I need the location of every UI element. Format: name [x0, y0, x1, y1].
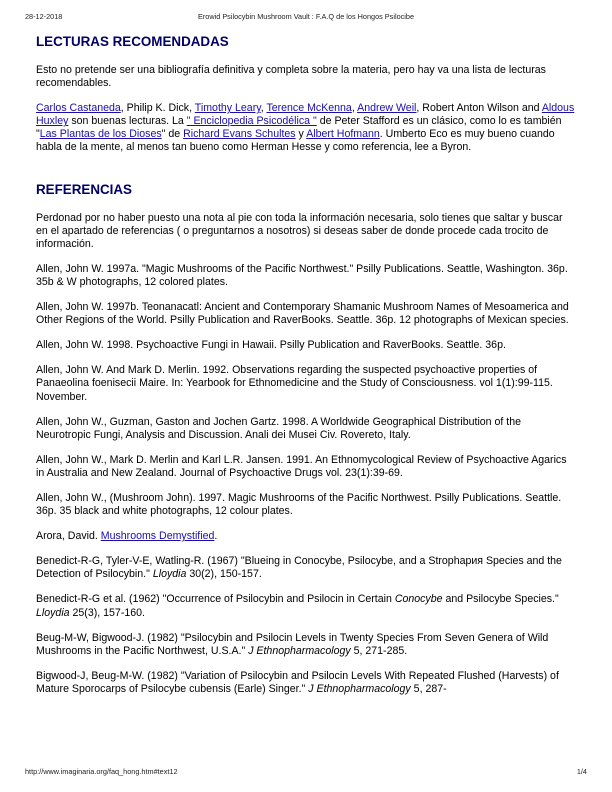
- print-date: 28-12-2018: [25, 12, 63, 21]
- reference-beug: Beug-M-W, Bigwood-J. (1982) "Psilocybin and Psilocin Levels in Twenty Species From Seven Genera of Wild Mushrooms in the Pacific Northwest, U.S.A." J Ethnopharmacology 5, 271-285.: [36, 631, 549, 657]
- link-hofmann[interactable]: Albert Hofmann: [306, 128, 380, 141]
- print-footer: [25, 767, 587, 776]
- reference-bigwood: Bigwood-J, Beug-M-W. (1982) "Variation of Psilocybin and Psilocin Levels With Repeated Flushed (Harvests) of Mature Sporocarps of Psilocybe cubensis (Earle) Singer." J Ethnopharmacology 5, 287-: [36, 669, 559, 695]
- reference-item: Allen, John W., Mark D. Merlin and Karl L.R. Jansen. 1991. An Ethnomycological Review of Psychoactive Agarics in Australia and New Zealand. Journal of Psychoactive Drugs vol. 23(1):39-69.: [36, 453, 567, 479]
- link-mushrooms-demystified[interactable]: Mushrooms Demystified: [100, 530, 215, 543]
- link-schultes[interactable]: Richard Evans Schultes: [183, 128, 296, 141]
- reference-item: Allen, John W. 1997a. "Magic Mushrooms of the Pacific Northwest." Psilly Publications. Seattle, Washington. 36p. 35b & W photographs, 12 colored plates.: [36, 262, 568, 288]
- reference-item: Allen, John W. 1998. Psychoactive Fungi in Hawaii. Psilly Publication and RaverBooks. Seattle. 36p.: [36, 339, 506, 352]
- lecturas-authors: Carlos Castaneda, Philip K. Dick, Timothy Leary, Terence McKenna, Andrew Weil, Robert Anton Wilson and Aldous Huxley son buenas lecturas. La " Enciclopedia Psicodélica " de Peter Stafford es un clásico, como lo es también "Las Plantas de los Dioses" de Richard Evans Schultes y Albert Hofmann. Umberto Eco es muy bueno cuando habla de la mente, al menos tan bueno como Herman Hesse y como referencia, lee a Byron.: [36, 102, 575, 154]
- print-url: http://www.imaginaria.org/faq_hong.htm#text12: [25, 767, 178, 776]
- page-number: 1/4: [576, 767, 587, 776]
- link-leary[interactable]: Timothy Leary: [194, 102, 261, 115]
- reference-arora: Arora, David. Mushrooms Demystified.: [36, 530, 218, 543]
- link-castaneda[interactable]: Carlos Castaneda: [36, 102, 121, 115]
- reference-benedict-1967: Benedict-R-G, Tyler-V-E, Watling-R. (1967) "Blueing in Conocybe, Psilocybe, and a Strophария Species and the Detection of Psilocybin." Lloydia 30(2), 150-157.: [36, 555, 562, 581]
- reference-benedict-1962: Benedict-R-G et al. (1962) "Occurrence of Psilocybin and Psilocin in Certain Conocybe and Psilocybe Species." Lloydia 25(3), 157-160.: [36, 593, 559, 619]
- referencias-intro: Perdonad por no haber puesto una nota al pie con toda la información necesaria, solo tienes que saltar y buscar en el apartado de referencias ( o preguntarnos a nosotros) si deseas saber de donde procede cada trocito de información.: [36, 211, 563, 250]
- reference-item: Allen, John W. 1997b. Teonanacatl: Ancient and Contemporary Shamanic Mushroom Names of Mesoamerica and Other Regions of the World. Psilly Publication and RaverBooks. Seattle. 36p. 12 photographs of Mexican species.: [36, 301, 569, 327]
- link-huxley[interactable]: Aldous Huxley: [36, 102, 575, 128]
- reference-item: Allen, John W., (Mushroom John). 1997. Magic Mushrooms of the Pacific Northwest. Psilly Publications. Seattle. 36p. 35 black and white photographs, 12 colour plates.: [36, 491, 562, 518]
- reference-item: Allen, John W. And Mark D. Merlin. 1992. Observations regarding the suspected psychoactive properties of Panaeolina foenisecii Maire. In: Yearbook for Ethnomedicine and the Study of Consciousness. vol 1(1):99-115. November.: [36, 364, 553, 403]
- page-content: [36, 32, 576, 708]
- link-weil[interactable]: Andrew Weil: [357, 102, 417, 115]
- link-plantas[interactable]: Las Plantas de los Dioses: [39, 128, 162, 141]
- lecturas-intro: Esto no pretende ser una bibliografía definitiva y completa sobre la materia, pero hay va una lista de lecturas recomendables.: [36, 64, 546, 90]
- link-enciclopedia[interactable]: " Enciclopedia Psicodélica ": [186, 115, 317, 128]
- lecturas-heading: LECTURAS RECOMENDADAS: [36, 34, 229, 49]
- referencias-heading: REFERENCIAS: [36, 181, 132, 197]
- print-header: [25, 12, 587, 21]
- print-title: Erowid Psilocybin Mushroom Vault : F.A.Q de los Hongos Psilocibe: [197, 12, 415, 21]
- link-mckenna[interactable]: Terence McKenna: [266, 102, 352, 115]
- reference-item: Allen, John W., Guzman, Gaston and Jochen Gartz. 1998. A Worldwide Geographical Distribution of the Neurotropic Fungi, Analysis and Discussion. Anali dei Musei Civ. Rovereto, Italy.: [36, 415, 522, 441]
